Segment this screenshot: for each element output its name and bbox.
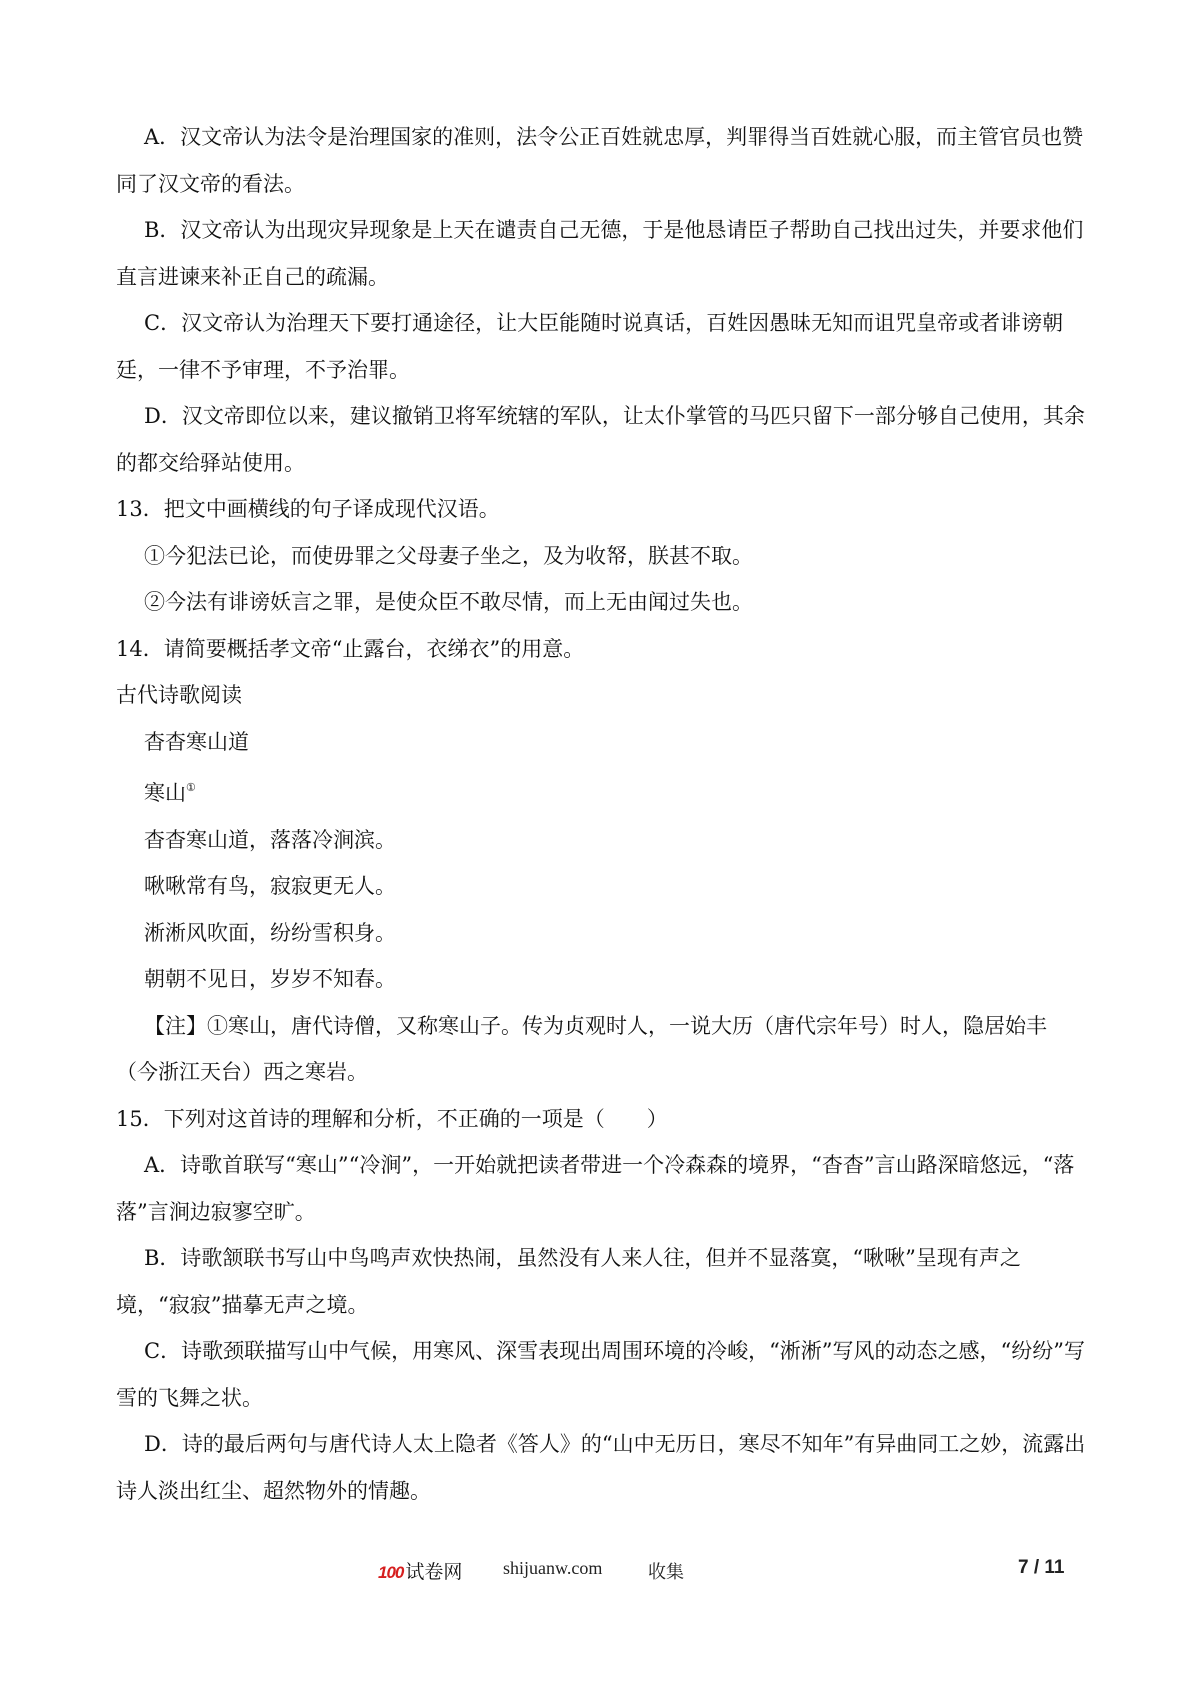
poem-author — [116, 765, 1086, 817]
q12-option-a: A．汉文帝认为法令是治理国家的准则，法令公正百姓就忠厚，判罪得当百姓就心服，而主管官员也赞同了汉文帝的看法。 — [116, 125, 1084, 196]
poem-author-name: 寒山 — [144, 781, 186, 805]
page-footer — [0, 1555, 1191, 1585]
q15-option-d: D．诗的最后两句与唐代诗人太上隐者《答人》的“山中无历日，寒尽不知年”有异曲同工之妙，流露出诗人淡出红尘、超然物外的情趣。 — [116, 1432, 1086, 1503]
q13-item-1: ①今犯法已论，而使毋罪之父母妻子坐之，及为收帑，朕甚不取。 — [144, 543, 753, 568]
page-number: 7 / 11 — [1018, 1557, 1065, 1578]
site-logo — [378, 1557, 462, 1584]
logo-text: 试卷网 — [405, 1562, 463, 1583]
site-url: shijuanw.com — [503, 1558, 603, 1578]
poem-line-1: 杳杳寒山道，落落冷涧滨。 — [144, 827, 396, 852]
poem-title: 杳杳寒山道 — [144, 729, 249, 754]
q14-stem: 14．请简要概括孝文帝“止露台，衣绨衣”的用意。 — [116, 636, 585, 661]
section-title: 古代诗歌阅读 — [116, 683, 242, 707]
document-body — [116, 114, 1086, 1514]
q15-stem: 15．下列对这首诗的理解和分析，不正确的一项是（ ） — [116, 1106, 668, 1131]
q13-item-2: ②今法有诽谤妖言之罪，是使众臣不敢尽情，而上无由闻过失也。 — [144, 590, 753, 614]
q12-option-c: C．汉文帝认为治理天下要打通途径，让大臣能随时说真话，百姓因愚昧无知而诅咒皇帝或者诽谤朝廷，一律不予审理，不予治罪。 — [116, 311, 1064, 382]
q15-option-b: B．诗歌颔联书写山中鸟鸣声欢快热闹，虽然没有人来人往，但并不显落寞，“啾啾”呈现有声之境，“寂寂”描摹无声之境。 — [116, 1246, 1021, 1317]
logo-number: 100 — [378, 1563, 404, 1582]
q12-option-b: B．汉文帝认为出现灾异现象是上天在谴责自己无德，于是他恳请臣子帮助自己找出过失，并要求他们直言进谏来补正自己的疏漏。 — [116, 218, 1084, 289]
poem-line-4: 朝朝不见日，岁岁不知春。 — [144, 967, 396, 991]
poem-line-2: 啾啾常有鸟，寂寂更无人。 — [144, 874, 396, 898]
poem-note: 【注】①寒山，唐代诗僧，又称寒山子。传为贞观时人，一说大历（唐代宗年号）时人，隐居始丰（今浙江天台）西之寒岩。 — [116, 1013, 1047, 1084]
q13-stem: 13．把文中画横线的句子译成现代汉语。 — [116, 497, 500, 521]
poem-line-3: 淅淅风吹面，纷纷雪积身。 — [144, 920, 396, 945]
poem-note-mark: ① — [186, 781, 196, 794]
q15-option-c: C．诗歌颈联描写山中气候，用寒风、深雪表现出周围环境的冷峻，“淅淅”写风的动态之感，“纷纷”写雪的飞舞之状。 — [116, 1339, 1086, 1410]
q12-option-d: D．汉文帝即位以来，建议撤销卫将军统辖的军队，让太仆掌管的马匹只留下一部分够自己使用，其余的都交给驿站使用。 — [116, 404, 1085, 475]
collect-label: 收集 — [648, 1562, 684, 1582]
q15-option-a: A．诗歌首联写“寒山”“冷涧”，一开始就把读者带进一个冷森森的境界，“杳杳”言山路深暗悠远，“落落”言涧边寂寥空旷。 — [116, 1153, 1075, 1224]
